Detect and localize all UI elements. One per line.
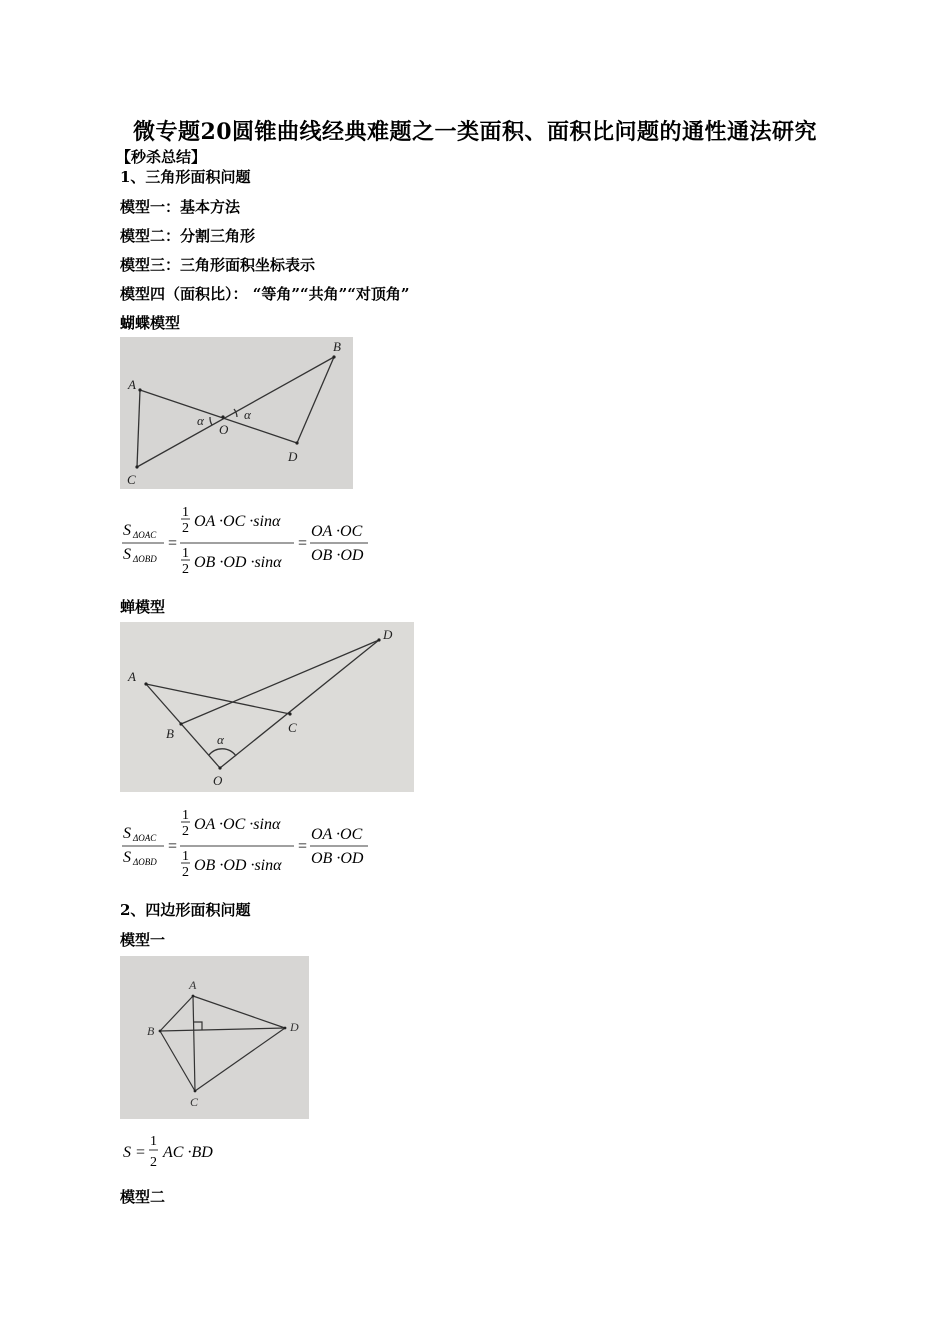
area-ratio-formula-butterfly <box>120 498 380 588</box>
half-den-top: 2 <box>182 824 189 839</box>
half-den: 2 <box>150 1155 157 1170</box>
s-numerator-sub: ΔOAC <box>133 530 157 540</box>
equals-1: = <box>168 838 178 855</box>
rhs-numerator: OA ·OC <box>311 826 363 843</box>
label-d: D <box>383 627 393 642</box>
s-symbol: S <box>123 1144 131 1161</box>
s-numerator: S <box>123 825 131 842</box>
label-o: O <box>213 773 223 788</box>
half-num: 1 <box>150 1134 157 1149</box>
model-one-basic: 模型一：基本方法 <box>120 198 241 216</box>
s-numerator: S <box>123 522 131 539</box>
butterfly-figure <box>120 337 353 489</box>
s-numerator-sub: ΔOAC <box>133 833 157 843</box>
label-o: O <box>219 422 229 437</box>
label-alpha-right: α <box>244 407 251 422</box>
butterfly-model-title: 蝴蝶模型 <box>120 314 181 332</box>
label-a: A <box>189 978 197 992</box>
s-denominator: S <box>123 546 131 563</box>
label-d: D <box>288 449 298 464</box>
half-num-top: 1 <box>182 505 189 520</box>
label-a: A <box>128 377 136 392</box>
s-denominator: S <box>123 849 131 866</box>
half-den-bottom: 2 <box>182 562 189 577</box>
quad-model-two-title: 模型二 <box>120 1188 166 1206</box>
equals-1: = <box>168 535 178 552</box>
cicada-model-title: 蝉模型 <box>120 598 166 616</box>
model-four-ratio: 模型四（面积比）： “等角”“共角”“对顶角” <box>120 285 410 303</box>
s-denominator-sub: ΔOBD <box>133 554 157 564</box>
label-c: C <box>288 720 297 735</box>
numerator-terms: OA ·OC ·sinα <box>194 513 281 530</box>
denominator-terms: OB ·OD ·sinα <box>194 554 282 571</box>
half-num-top: 1 <box>182 808 189 823</box>
numerator-terms: OA ·OC ·sinα <box>194 816 281 833</box>
equals-2: = <box>298 535 308 552</box>
label-alpha: α <box>217 732 224 747</box>
page-title: 微专题20圆锥曲线经典难题之一类面积、面积比问题的通性通法研究 <box>132 119 818 145</box>
quad-terms: AC ·BD <box>163 1144 213 1161</box>
area-ratio-formula-cicada <box>120 801 380 891</box>
rhs-denominator: OB ·OD <box>311 547 364 564</box>
heading-quadrilateral-area: 2、四边形面积问题 <box>120 901 251 919</box>
label-b: B <box>166 726 174 741</box>
label-a: A <box>128 669 136 684</box>
label-d: D <box>290 1020 299 1034</box>
label-c: C <box>190 1095 199 1109</box>
half-den-bottom: 2 <box>182 865 189 880</box>
heading-triangle-area: 1、三角形面积问题 <box>120 168 251 186</box>
section-summary: 【秒杀总结】 <box>116 148 207 166</box>
label-c: C <box>127 472 136 487</box>
half-num-bottom: 1 <box>182 849 189 864</box>
s-denominator-sub: ΔOBD <box>133 857 157 867</box>
rhs-denominator: OB ·OD <box>311 850 364 867</box>
equals: = <box>136 1144 146 1161</box>
denominator-terms: OB ·OD ·sinα <box>194 857 282 874</box>
label-b: B <box>333 339 341 354</box>
label-b: B <box>147 1024 155 1038</box>
model-three-coordinates: 模型三：三角形面积坐标表示 <box>120 256 316 274</box>
rhs-numerator: OA ·OC <box>311 523 363 540</box>
model-two-split: 模型二：分割三角形 <box>120 227 256 245</box>
half-num-bottom: 1 <box>182 546 189 561</box>
half-den-top: 2 <box>182 521 189 536</box>
quad-area-formula <box>120 1127 260 1177</box>
cicada-figure <box>120 622 414 792</box>
equals-2: = <box>298 838 308 855</box>
quad-model-one-title: 模型一 <box>120 931 166 949</box>
label-alpha-left: α <box>197 413 204 428</box>
quadrilateral-figure <box>120 956 309 1119</box>
